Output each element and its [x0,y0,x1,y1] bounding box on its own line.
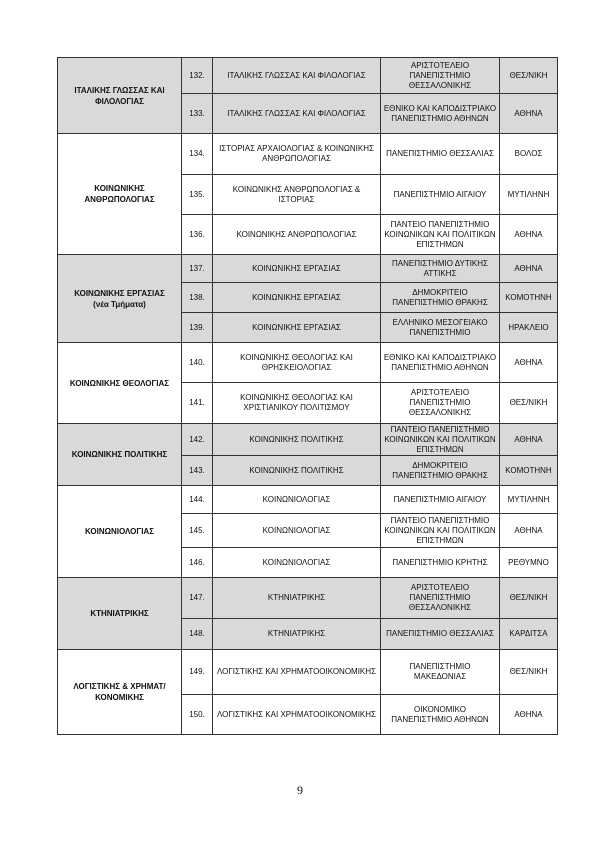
city-name: ΑΘΗΝΑ [500,424,558,456]
institution-name: ΕΘΝΙΚΟ ΚΑΙ ΚΑΠΟΔΙΣΤΡΙΑΚΟ ΠΑΝΕΠΙΣΤΗΜΙΟ ΑΘΗΝΩΝ [381,343,500,383]
city-name: ΡΕΘΥΜΝΟ [500,548,558,578]
table-row [58,650,558,695]
group-title: ΚΟΙΝΩΝΙΟΛΟΓΙΑΣ [84,527,154,536]
city-name: ΚΟΜΟΤΗΝΗ [500,456,558,486]
city-name: ΚΑΡΔΙΤΣΑ [500,619,558,650]
department-name: ΛΟΓΙΣΤΙΚΗΣ ΚΑΙ ΧΡΗΜΑΤΟΟΙΚΟΝΟΜΙΚΗΣ [213,650,381,695]
table-row [58,424,558,456]
group-title-cell [58,58,182,134]
city-name: ΚΟΜΟΤΗΝΗ [500,283,558,313]
city-name: ΑΘΗΝΑ [500,695,558,735]
row-number: 139. [182,313,213,343]
row-number: 141. [182,383,213,424]
group-title-cell [58,343,182,424]
row-number: 142. [182,424,213,456]
department-name: ΚΟΙΝΩΝΙΚΗΣ ΕΡΓΑΣΙΑΣ [213,283,381,313]
department-name: ΚΟΙΝΩΝΙΚΗΣ ΠΟΛΙΤΙΚΗΣ [213,424,381,456]
institution-name: ΕΛΛΗΝΙΚΟ ΜΕΣΟΓΕΙΑΚΟ ΠΑΝΕΠΙΣΤΗΜΙΟ [381,313,500,343]
row-number: 140. [182,343,213,383]
institution-name: ΠΑΝΕΠΙΣΤΗΜΙΟ ΑΙΓΑΙΟΥ [381,175,500,215]
group-title: ΚΟΙΝΩΝΙΚΗΣ ΠΟΛΙΤΙΚΗΣ [71,450,168,459]
row-number: 134. [182,134,213,175]
row-number: 138. [182,283,213,313]
group-title-cell [58,486,182,578]
department-name: ΚΟΙΝΩΝΙΚΗΣ ΑΝΘΡΩΠΟΛΟΓΙΑΣ [213,215,381,255]
table-row [58,134,558,175]
institution-name: ΠΑΝΕΠΙΣΤΗΜΙΟ ΚΡΗΤΗΣ [381,548,500,578]
group-title: ΚΤΗΝΙΑΤΡΙΚΗΣ [90,609,149,618]
institution-name: ΔΗΜΟΚΡΙΤΕΙΟ ΠΑΝΕΠΙΣΤΗΜΙΟ ΘΡΑΚΗΣ [381,283,500,313]
department-name: ΚΟΙΝΩΝΙΚΗΣ ΕΡΓΑΣΙΑΣ [213,313,381,343]
group-title-cell [58,424,182,486]
city-name: ΘΕΣ/ΝΙΚΗ [500,578,558,619]
department-name: ΚΟΙΝΩΝΙΚΗΣ ΘΕΟΛΟΓΙΑΣ ΚΑΙ ΧΡΙΣΤΙΑΝΙΚΟΥ ΠΟΛΙΤΙΣΜΟΥ [213,383,381,424]
city-name: ΗΡΑΚΛΕΙΟ [500,313,558,343]
department-name: ΚΟΙΝΩΝΙΚΗΣ ΘΕΟΛΟΓΙΑΣ ΚΑΙ ΘΡΗΣΚΕΙΟΛΟΓΙΑΣ [213,343,381,383]
city-name: ΘΕΣ/ΝΙΚΗ [500,383,558,424]
institution-name: ΔΗΜΟΚΡΙΤΕΙΟ ΠΑΝΕΠΙΣΤΗΜΙΟ ΘΡΑΚΗΣ [381,456,500,486]
row-number: 143. [182,456,213,486]
department-name: ΚΟΙΝΩΝΙΟΛΟΓΙΑΣ [213,548,381,578]
group-title: ΚΟΙΝΩΝΙΚΗΣ ΕΡΓΑΣΙΑΣ [74,288,165,298]
row-number: 148. [182,619,213,650]
table-row [58,343,558,383]
row-number: 137. [182,255,213,283]
institution-name: ΠΑΝΕΠΙΣΤΗΜΙΟ ΔΥΤΙΚΗΣ ΑΤΤΙΚΗΣ [381,255,500,283]
city-name: ΑΘΗΝΑ [500,514,558,548]
page-number: 9 [297,783,303,797]
institution-name: ΠΑΝΤΕΙΟ ΠΑΝΕΠΙΣΤΗΜΙΟ ΚΟΙΝΩΝΙΚΩΝ ΚΑΙ ΠΟΛΙΤΙΚΩΝ ΕΠΙΣΤΗΜΩΝ [381,424,500,456]
group-title-cell [58,134,182,255]
department-name: ΚΟΙΝΩΝΙΚΗΣ ΠΟΛΙΤΙΚΗΣ [213,456,381,486]
department-name: ΚΤΗΝΙΑΤΡΙΚΗΣ [213,619,381,650]
city-name: ΒΟΛΟΣ [500,134,558,175]
institution-name: ΠΑΝΕΠΙΣΤΗΜΙΟ ΘΕΣΣΑΛΙΑΣ [381,619,500,650]
department-name: ΙΤΑΛΙΚΗΣ ΓΛΩΣΣΑΣ ΚΑΙ ΦΙΛΟΛΟΓΙΑΣ [213,58,381,94]
row-number: 135. [182,175,213,215]
table-row [58,58,558,94]
department-name: ΚΟΙΝΩΝΙΚΗΣ ΑΝΘΡΩΠΟΛΟΓΙΑΣ & ΙΣΤΟΡΙΑΣ [213,175,381,215]
group-subtitle: (νέα Τμήματα) [93,299,146,309]
row-number: 150. [182,695,213,735]
institution-name: ΠΑΝΕΠΙΣΤΗΜΙΟ ΜΑΚΕΔΟΝΙΑΣ [381,650,500,695]
department-name: ΚΟΙΝΩΝΙΟΛΟΓΙΑΣ [213,486,381,514]
row-number: 132. [182,58,213,94]
department-name: ΚΟΙΝΩΝΙΟΛΟΓΙΑΣ [213,514,381,548]
city-name: ΘΕΣ/ΝΙΚΗ [500,58,558,94]
row-number: 144. [182,486,213,514]
group-title: ΚΟΙΝΩΝΙΚΗΣ ΘΕΟΛΟΓΙΑΣ [69,378,170,388]
table-row [58,255,558,283]
group-title-cell [58,650,182,735]
city-name: ΘΕΣ/ΝΙΚΗ [500,650,558,695]
row-number: 147. [182,578,213,619]
department-name: ΚΤΗΝΙΑΤΡΙΚΗΣ [213,578,381,619]
city-name: ΑΘΗΝΑ [500,255,558,283]
city-name: ΑΘΗΝΑ [500,343,558,383]
institution-name: ΠΑΝΤΕΙΟ ΠΑΝΕΠΙΣΤΗΜΙΟ ΚΟΙΝΩΝΙΚΩΝ ΚΑΙ ΠΟΛΙΤΙΚΩΝ ΕΠΙΣΤΗΜΩΝ [381,215,500,255]
row-number: 149. [182,650,213,695]
institution-name: ΕΘΝΙΚΟ ΚΑΙ ΚΑΠΟΔΙΣΤΡΙΑΚΟ ΠΑΝΕΠΙΣΤΗΜΙΟ ΑΘΗΝΩΝ [381,94,500,134]
group-title: ΛΟΓΙΣΤΙΚΗΣ & ΧΡΗΜΑΤ/ΚΟΝΟΜΙΚΗΣ [73,682,166,702]
departments-table [57,57,558,735]
group-title: ΚΟΙΝΩΝΙΚΗΣ ΑΝΘΡΩΠΟΛΟΓΙΑΣ [84,184,155,204]
institution-name: ΠΑΝΤΕΙΟ ΠΑΝΕΠΙΣΤΗΜΙΟ ΚΟΙΝΩΝΙΚΩΝ ΚΑΙ ΠΟΛΙΤΙΚΩΝ ΕΠΙΣΤΗΜΩΝ [381,514,500,548]
department-name: ΙΤΑΛΙΚΗΣ ΓΛΩΣΣΑΣ ΚΑΙ ΦΙΛΟΛΟΓΙΑΣ [213,94,381,134]
row-number: 146. [182,548,213,578]
institution-name: ΑΡΙΣΤΟΤΕΛΕΙΟ ΠΑΝΕΠΙΣΤΗΜΙΟ ΘΕΣΣΑΛΟΝΙΚΗΣ [381,578,500,619]
institution-name: ΠΑΝΕΠΙΣΤΗΜΙΟ ΘΕΣΣΑΛΙΑΣ [381,134,500,175]
city-name: ΑΘΗΝΑ [500,94,558,134]
group-title: ΙΤΑΛΙΚΗΣ ΓΛΩΣΣΑΣ ΚΑΙ ΦΙΛΟΛΟΓΙΑΣ [74,85,165,106]
institution-name: ΑΡΙΣΤΟΤΕΛΕΙΟ ΠΑΝΕΠΙΣΤΗΜΙΟ ΘΕΣΣΑΛΟΝΙΚΗΣ [381,58,500,94]
institution-name: ΠΑΝΕΠΙΣΤΗΜΙΟ ΑΙΓΑΙΟΥ [381,486,500,514]
department-name: ΚΟΙΝΩΝΙΚΗΣ ΕΡΓΑΣΙΑΣ [213,255,381,283]
group-title-cell [58,578,182,650]
city-name: ΜΥΤΙΛΗΝΗ [500,175,558,215]
row-number: 136. [182,215,213,255]
institution-name: ΟΙΚΟΝΟΜΙΚΟ ΠΑΝΕΠΙΣΤΗΜΙΟ ΑΘΗΝΩΝ [381,695,500,735]
table-row [58,486,558,514]
department-name: ΙΣΤΟΡΙΑΣ ΑΡΧΑΙΟΛΟΓΙΑΣ & ΚΟΙΝΩΝΙΚΗΣ ΑΝΘΡΩΠΟΛΟΓΙΑΣ [213,134,381,175]
department-name: ΛΟΓΙΣΤΙΚΗΣ ΚΑΙ ΧΡΗΜΑΤΟΟΙΚΟΝΟΜΙΚΗΣ [213,695,381,735]
table-row [58,578,558,619]
institution-name: ΑΡΙΣΤΟΤΕΛΕΙΟ ΠΑΝΕΠΙΣΤΗΜΙΟ ΘΕΣΣΑΛΟΝΙΚΗΣ [381,383,500,424]
row-number: 133. [182,94,213,134]
city-name: ΑΘΗΝΑ [500,215,558,255]
city-name: ΜΥΤΙΛΗΝΗ [500,486,558,514]
group-title-cell [58,255,182,343]
row-number: 145. [182,514,213,548]
